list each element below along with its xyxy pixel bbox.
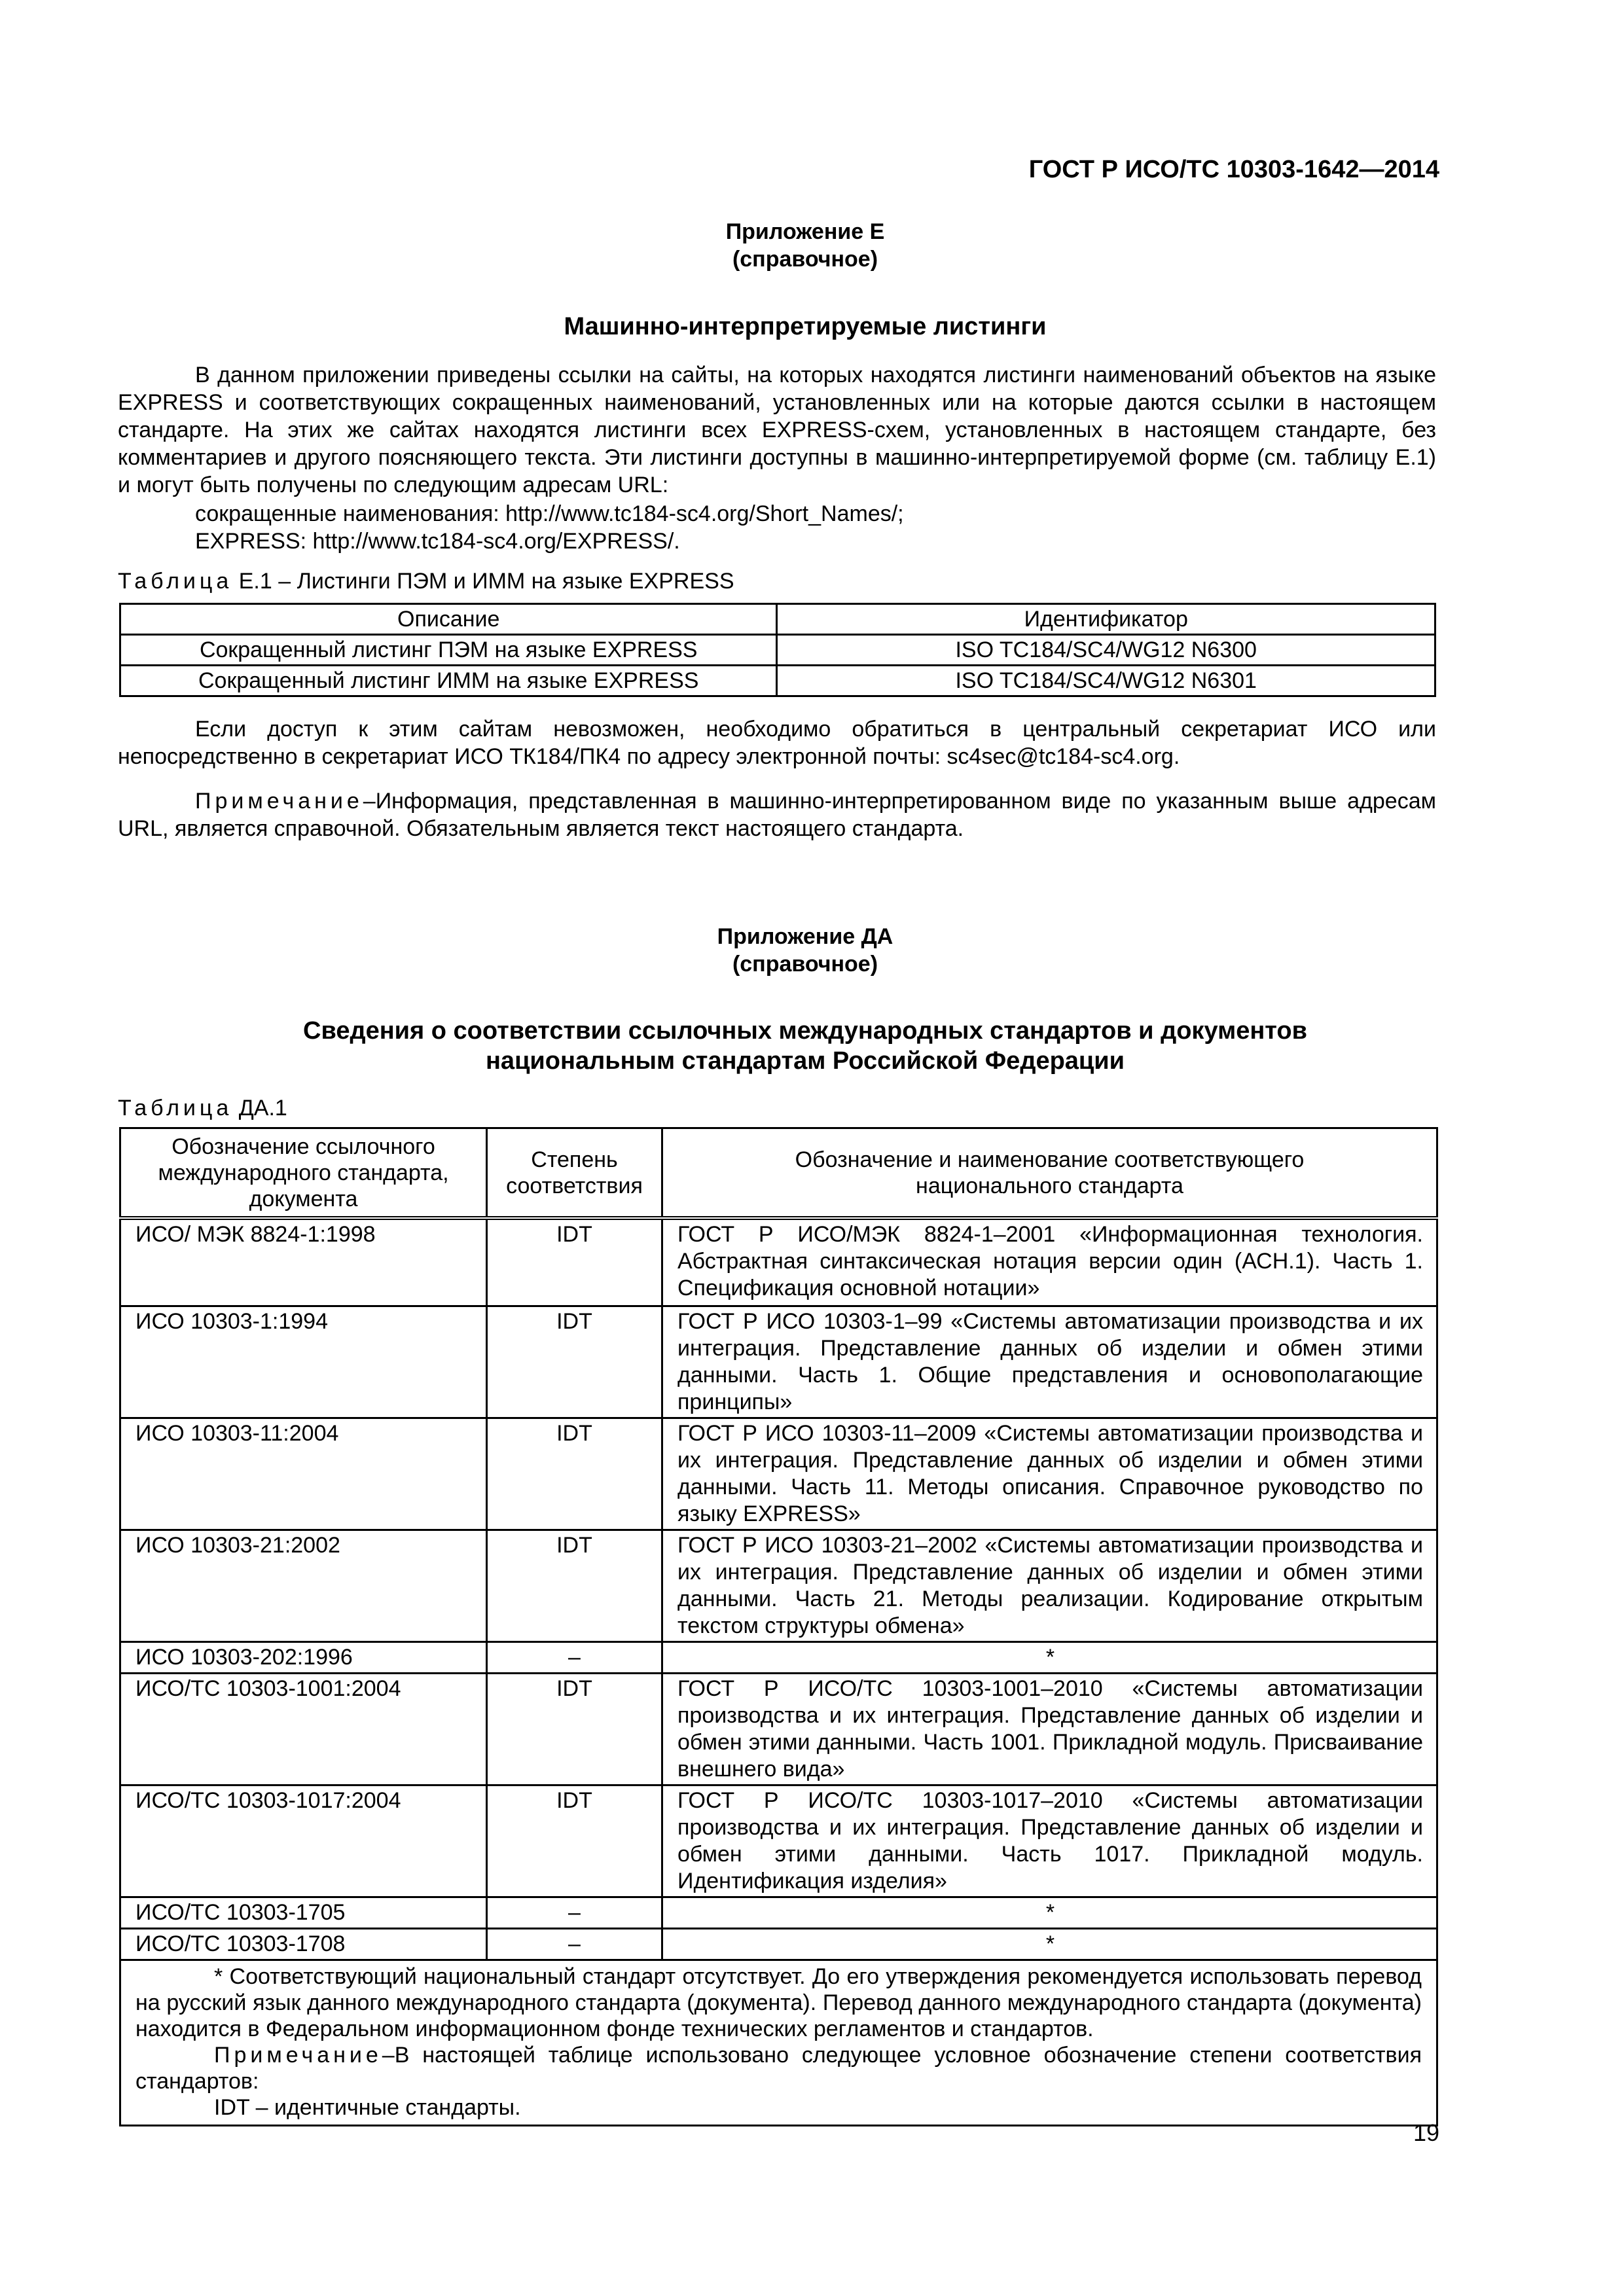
table-cell: ГОСТ Р ИСО 10303-21–2002 «Системы автоматизации производства и их интеграция. Представление данных об изделии и обмен этими данными. Часть 21. Методы реализации. Кодирование открытым текстом структуры обмена» <box>662 1530 1437 1641</box>
footnote-text: * Соответствующий национальный стандарт отсутствует. До его утверждения рекомендуется использовать перевод на русский язык данного международного стандарта (документа). Перевод данного международного стандарта (документа) находится в Федеральном информационном фонде технических регламентов и стандартов. <box>135 1964 1422 2041</box>
note-text: –Информация, представленная в машинно-интерпретированном виде по указанным выше адресам URL, является справочной. Обязательным является текст настоящего стандарта. <box>118 789 1436 841</box>
table-caption-word: Таблица <box>118 1096 233 1121</box>
table-row <box>120 1641 1437 1673</box>
table-footnote <box>120 1960 1437 2125</box>
table-cell: ISO TC184/SC4/WG12 N6300 <box>777 635 1435 666</box>
table-cell: ISO TC184/SC4/WG12 N6301 <box>777 666 1435 696</box>
table-cell: ГОСТ Р ИСО/ТС 10303-1017–2010 «Системы автоматизации производства и их интеграция. Представление данных об изделии и обмен этими данными. Часть 1017. Прикладной модуль. Идентификация изделия» <box>662 1785 1437 1897</box>
appendix-e-heading: Машинно-интерпретируемые листинги <box>564 313 1047 340</box>
table-row <box>120 1897 1437 1928</box>
table-row <box>120 1785 1437 1897</box>
table-cell: – <box>487 1641 662 1673</box>
table-row <box>120 1530 1437 1641</box>
table-cell: Сокращенный листинг ИММ на языке EXPRESS <box>120 666 777 696</box>
table-cell: IDT <box>487 1306 662 1418</box>
column-header: Обозначение ссылочного международного стандарта, документа <box>120 1128 487 1219</box>
table-cell: * <box>662 1928 1437 1960</box>
table-row <box>120 666 1435 696</box>
appendix-e-subtitle: (справочное) <box>732 247 878 272</box>
table-cell: IDT <box>487 1785 662 1897</box>
table-cell: ГОСТ Р ИСО 10303-11–2009 «Системы автоматизации производства и их интеграция. Представление данных об изделии и обмен этими данными. Часть 11. Методы описания. Справочное руководство по языку EXPRESS» <box>662 1418 1437 1530</box>
table-cell: * <box>662 1641 1437 1673</box>
table-cell: ИСО/ТС 10303-1705 <box>120 1897 487 1928</box>
appendix-da-subtitle: (справочное) <box>732 952 878 977</box>
table-cell: ИСО/ТС 10303-1708 <box>120 1928 487 1960</box>
table-footnote-row <box>120 1960 1437 2125</box>
table-cell: * <box>662 1897 1437 1928</box>
table-cell: ГОСТ Р ИСО/ТС 10303-1001–2010 «Системы автоматизации производства и их интеграция. Представление данных об изделии и обмен этими данными. Часть 1001. Прикладной модуль. Присваивание внешнего вида» <box>662 1673 1437 1785</box>
table-e1-caption <box>118 567 734 595</box>
table-cell: – <box>487 1928 662 1960</box>
table-caption-text: Е.1 – Листинги ПЭМ и ИММ на языке EXPRESS <box>232 569 734 594</box>
table-da1-caption <box>118 1094 287 1122</box>
table-cell: ИСО/ТС 10303-1001:2004 <box>120 1673 487 1785</box>
table-cell: ИСО 10303-21:2002 <box>120 1530 487 1641</box>
table-cell: IDT <box>487 1418 662 1530</box>
appendix-e-note <box>118 787 1436 842</box>
table-cell: IDT <box>487 1218 662 1306</box>
table-cell: IDT <box>487 1530 662 1641</box>
column-header: Идентификатор <box>777 604 1435 635</box>
note-text: –В настоящей таблице использовано следующее условное обозначение степени соответствия стандартов: <box>135 2042 1422 2094</box>
appendix-da-heading-line2: национальным стандартам Российской Федерации <box>485 1047 1125 1075</box>
appendix-da-heading-line1: Сведения о соответствии ссылочных международных стандартов и документов <box>303 1017 1307 1045</box>
table-row <box>120 1673 1437 1785</box>
table-row <box>120 1418 1437 1530</box>
table-row <box>120 1928 1437 1960</box>
note-item: IDT – идентичные стандарты. <box>214 2094 521 2120</box>
table-e1 <box>119 603 1436 697</box>
column-header: Степень соответствия <box>487 1128 662 1219</box>
url-express: EXPRESS: http://www.tc184-sc4.org/EXPRESS/. <box>195 529 680 554</box>
table-cell: Сокращенный листинг ПЭМ на языке EXPRESS <box>120 635 777 666</box>
table-cell: ГОСТ Р ИСО/МЭК 8824-1–2001 «Информационная технология. Абстрактная синтаксическая нотация версии один (АСН.1). Часть 1. Спецификация основной нотации» <box>662 1218 1437 1306</box>
appendix-da-title: Приложение ДА <box>717 924 893 949</box>
appendix-e-paragraph: В данном приложении приведены ссылки на сайты, на которых находятся листинги наименований объектов на языке EXPRESS и соответствующих сокращенных наименований, установленных или на которые даются ссылки в настоящем стандарте. На этих же сайтах находятся листинги всех EXPRESS-схем, установленных в настоящем стандарте, без комментариев и другого поясняющего текста. Эти листинги доступны в машинно-интерпретируемой форме (см. таблицу Е.1) и могут быть получены по следующим адресам URL: <box>118 363 1436 497</box>
table-da1 <box>119 1127 1438 2126</box>
table-caption-word: Таблица <box>118 569 233 594</box>
table-header-row <box>120 604 1435 635</box>
table-header-row <box>120 1128 1437 1219</box>
table-cell: IDT <box>487 1673 662 1785</box>
table-row <box>120 1306 1437 1418</box>
column-header: Описание <box>120 604 777 635</box>
appendix-e-title: Приложение Е <box>725 219 885 244</box>
table-row <box>120 635 1435 666</box>
url-short-names: сокращенные наименования: http://www.tc184-sc4.org/Short_Names/; <box>195 501 904 526</box>
table-cell: ИСО/ МЭК 8824-1:1998 <box>120 1218 487 1306</box>
table-note <box>135 2042 1422 2094</box>
page-number: 19 <box>1413 2119 1439 2146</box>
table-cell: ИСО 10303-1:1994 <box>120 1306 487 1418</box>
document-id: ГОСТ Р ИСО/ТС 10303-1642—2014 <box>1028 156 1439 183</box>
note-label: Примечание <box>195 789 363 814</box>
table-cell: ИСО 10303-202:1996 <box>120 1641 487 1673</box>
table-cell: ГОСТ Р ИСО 10303-1–99 «Системы автоматизации производства и их интеграция. Представление данных об изделии и обмен этими данными. Часть 1. Общие представления и основополагающие принципы» <box>662 1306 1437 1418</box>
table-cell: ИСО/ТС 10303-1017:2004 <box>120 1785 487 1897</box>
table-cell: ИСО 10303-11:2004 <box>120 1418 487 1530</box>
table-caption-text: ДА.1 <box>232 1096 287 1121</box>
table-row <box>120 1218 1437 1306</box>
table-cell: – <box>487 1897 662 1928</box>
column-header: Обозначение и наименование соответствующего национального стандарта <box>662 1128 1437 1219</box>
contact-paragraph: Если доступ к этим сайтам невозможен, необходимо обратиться в центральный секретариат ИСО или непосредственно в секретариат ИСО ТК184/ПК4 по адресу электронной почты: sc4sec@tc184-sc4.org. <box>118 717 1436 769</box>
note-label: Примечание <box>214 2042 382 2068</box>
